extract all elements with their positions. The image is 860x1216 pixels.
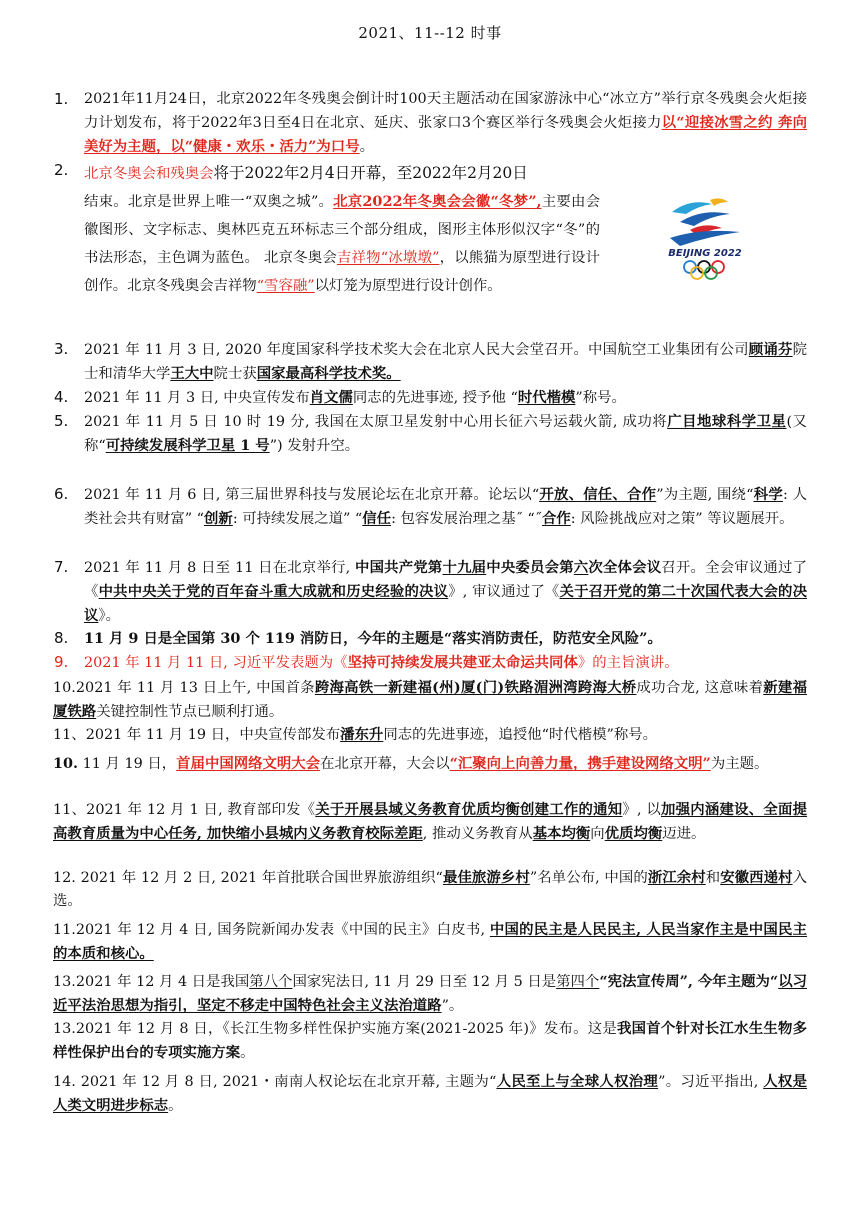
item-highlight: 潘东升 — [340, 726, 384, 743]
item-text: 国家宪法日, 11 月 29 日至 12 月 5 日是 — [292, 974, 557, 990]
item-highlight: 王大中 — [170, 365, 214, 383]
item-text: 2021 年 12 月 8 日，《长江生物多样性保护实施方案(2021-2025 年)》发布。这是 — [75, 1021, 618, 1037]
item-highlight: 浙江余村 — [647, 869, 706, 886]
item-text: 院士获 — [213, 366, 257, 383]
item-highlight: 中国共产党第 — [354, 559, 443, 576]
item-highlight: 国家最高科学技术奖。 — [256, 365, 401, 383]
item-number: 9. — [54, 653, 69, 671]
news-item-17 — [53, 1017, 807, 1065]
item-text: 2021 年 11 月 13 日上午, 中国首条 — [75, 680, 315, 696]
item-number: 11. — [53, 922, 76, 938]
item-text: 和 — [705, 870, 721, 886]
item-highlight: 可持续发展科学卫星 1 号 — [105, 437, 270, 455]
item-highlight: 关于召开党的第二十次国代表大会的决议 — [84, 583, 807, 625]
item-text: ”。 — [441, 998, 464, 1015]
item-number: 8. — [54, 629, 69, 647]
item-text: 2021 年 12 月 2 日, 2021 年首批联合国世界旅游组织“ — [80, 870, 443, 886]
item-text: : 风险挑战应对之策” 等议题展开。 — [570, 511, 794, 528]
item-text: 2021年11月24日，北京2022年冬残奥会倒计时100天主题活动在国家游泳中心“冰立方”举行京冬残奥会火炬接力计划发布，将于2022年3日至4日在北京、延庆、张家口3个赛区举行冬残奥会火炬接力 — [84, 91, 807, 132]
item-number: 11、 — [53, 727, 86, 743]
item-highlight: 六 — [573, 559, 589, 576]
item-highlight: 信任 — [362, 510, 392, 528]
item-highlight: 人民至上与全球人权治理 — [496, 1073, 659, 1090]
item-highlight: 顾诵芬 — [748, 341, 793, 358]
item-highlight: 时代楷模 — [517, 389, 576, 406]
item-highlight: 广目地球科学卫星 — [667, 413, 787, 430]
beijing-2022-emblem-icon — [650, 192, 760, 280]
news-item-2 — [55, 159, 600, 300]
item-highlight: 基本均衡 — [532, 825, 591, 843]
item-highlight: 关于开展县域义务教育优质均衡创建工作的通知 — [315, 801, 623, 818]
news-item-1 — [55, 88, 807, 160]
item-number: 13. — [53, 1021, 76, 1037]
item-highlight: 创新 — [204, 510, 233, 528]
item-highlight: 加强内涵建设、全面提高教育质量为中心任务, 加快缩小县城内义务教育校际差距 — [53, 801, 807, 843]
item-highlight: 吉祥物“冰墩墩” — [336, 250, 440, 266]
item-highlight: 人权是人类文明进步标志 — [53, 1073, 807, 1115]
item-text: 在北京开幕，大会以 — [320, 756, 450, 772]
item-text: 2021 年 11 月 3 日, 2020 年度国家科学技术奖大会在北京人民大会堂召开。中国航空工业集团有公司 — [84, 342, 749, 358]
item-number: 4. — [54, 388, 69, 406]
item-number: 11、 — [53, 802, 87, 818]
news-item-10 — [53, 676, 807, 724]
item-highlight: 第八个 — [249, 974, 293, 990]
news-item-8 — [55, 627, 807, 650]
news-item-12 — [53, 752, 807, 776]
item-text: ”名单公布, 中国的 — [529, 870, 648, 886]
item-number: 12. — [53, 870, 76, 886]
item-number: 10. — [53, 755, 79, 772]
item-text: 关键控制性节点已顺利打通。 — [96, 704, 284, 721]
item-text: 2021 年 11 月 6 日, 第三届世界科技与发展论坛在北京开幕。论坛以“ — [84, 487, 540, 503]
item-highlight: 科学 — [753, 486, 783, 503]
svg-text:BEIJING 2022: BEIJING 2022 — [668, 248, 742, 259]
item-text: (又称“ — [84, 414, 807, 455]
item-text: 将于2022年2月4日开幕，至2022年2月20日 — [213, 164, 528, 182]
item-text: 2021 年 11 月 5 日 10 时 19 分, 我国在太原卫星发射中心用长征六号运载火箭, 成功将 — [84, 414, 668, 430]
item-highlight: 中国的民主是人民民主, 人民当家作主是中国民主的本质和核心。 — [53, 921, 807, 963]
item-text: 向 — [590, 826, 605, 843]
item-number: 5. — [54, 412, 69, 430]
item-text: , 推动义务教育从 — [422, 826, 533, 843]
item-text: : 包容发展治理之基˝ “˝ — [391, 511, 542, 528]
item-text: 》, 以 — [622, 802, 661, 818]
item-number: 6. — [54, 485, 69, 503]
news-item-14 — [53, 866, 807, 913]
item-text: 11 月 9 日是全国第 30 个 119 消防日，今年的主题是“落实消防责任，防范安全风险”。 — [84, 630, 662, 647]
news-item-18 — [53, 1070, 807, 1118]
item-text: 以灯笼为原型进行设计创作。 — [314, 278, 502, 294]
item-highlight: “汇聚向上向善力量，携手建设网络文明” — [449, 755, 711, 772]
item-highlight: 以习近平法治思想为指引，坚定不移走中国特色社会主义法治道路 — [53, 973, 807, 1015]
item-number: 13. — [53, 974, 76, 990]
news-item-7 — [55, 556, 807, 629]
item-text: 主要由会徽图形、文字标志、奥林匹克五环标志三个部分组成，图形主体形似汉字“冬”的书法形态，主色调为蓝色。 北京冬奥会 — [84, 194, 600, 266]
item-text: 同志的先进事迹，追授他“时代楷模”称号。 — [383, 727, 658, 743]
item-number: 3. — [54, 340, 69, 358]
item-highlight: 第四个 — [556, 974, 600, 990]
item-highlight: 北京冬奥会和残奥会 — [84, 166, 214, 182]
news-item-11 — [53, 723, 807, 747]
item-text: 2021 年 12 月 8 日, 2021・南南人权论坛在北京开幕, 主题为“ — [80, 1074, 497, 1090]
item-highlight: 中央委员会第 — [486, 559, 574, 576]
item-text: 召开。全会审议通过了《 — [84, 560, 807, 601]
item-text: 入选。 — [53, 870, 807, 910]
item-highlight: 最佳旅游乡村 — [442, 869, 530, 886]
item-text: 院士和清华大学 — [84, 342, 807, 383]
item-text: 2021 年 12 月 4 日是我国 — [75, 974, 250, 990]
item-text: 。 — [359, 139, 374, 156]
item-number: 10. — [53, 680, 76, 696]
item-text: ，以熊猫为原型进行设计创作。北京冬残奥会吉祥物 — [84, 250, 600, 294]
item-text: ”称号。 — [575, 390, 626, 406]
item-highlight: 首届中国网络文明大会 — [176, 755, 321, 772]
item-text: 为主题。 — [710, 756, 769, 772]
item-text: ”为主题, 围绕“ — [656, 487, 754, 503]
item-text: 2021 年 12 月 4 日, 国务院新闻办发表《中国的民主》白皮书, — [75, 922, 490, 938]
item-text: : 人类社会共有财富” “ — [84, 487, 807, 528]
item-highlight: 十九届 — [442, 559, 487, 576]
item-highlight: 次全体会议 — [588, 559, 662, 576]
news-item-13 — [53, 798, 807, 846]
item-text: 结束。北京是世界上唯一“双奥之城”。 — [84, 194, 334, 210]
item-text: 。 — [168, 1098, 183, 1115]
item-text: 2021 年 12 月 1 日, 教育部印发《 — [86, 802, 316, 818]
item-highlight: 北京2022年冬奥会会徽“冬梦”, — [333, 193, 542, 210]
item-text: 2021 年 11 月 11 日, 习近平发表题为《 — [84, 655, 348, 671]
item-text: 》。 — [98, 608, 120, 625]
item-text: 》, 审议通过了《 — [448, 584, 560, 601]
item-highlight: 合作 — [541, 510, 571, 528]
item-highlight: “雪容融” — [256, 278, 315, 294]
news-item-15 — [53, 918, 807, 966]
item-text: ”。习近平指出, — [658, 1074, 764, 1090]
news-item-5 — [55, 410, 807, 458]
item-text: 迈进。 — [662, 826, 706, 843]
item-text: ”) 发射升空。 — [269, 438, 360, 455]
item-text: 11 月 19 日， — [82, 756, 177, 772]
item-text: 2021 年 11 月 19 日，中央宣传部发布 — [85, 727, 341, 743]
item-text: 2021 年 11 月 8 日至 11 日在北京举行, — [84, 560, 355, 576]
item-text: 2021 年 11 月 3 日, 中央宣传发布 — [84, 390, 310, 406]
news-item-4 — [55, 386, 807, 410]
item-highlight: 肖文儒 — [309, 389, 353, 406]
item-number: 1. — [54, 90, 69, 108]
news-item-16 — [53, 970, 807, 1018]
item-highlight: 中共中央关于党的百年奋斗重大成就和历史经验的决议 — [98, 583, 449, 601]
item-highlight: 跨海高铁一新建福(州)厦(门)铁路湄洲湾跨海大桥 — [314, 679, 637, 696]
item-highlight: 安徽西递村 — [720, 869, 793, 886]
item-number: 7. — [54, 558, 69, 576]
news-item-9 — [55, 651, 807, 675]
item-highlight: 我国首个针对长江水生生物多样性保护出台的专项实施方案 — [53, 1020, 807, 1062]
item-text: 。 — [240, 1045, 255, 1062]
item-number: 14. — [53, 1074, 76, 1090]
item-number: 2. — [54, 161, 69, 179]
item-highlight: 以“迎接冰雪之约 奔向美好为主题，以“健康・欢乐・活力”为口号 — [84, 114, 807, 156]
item-highlight: 优质均衡 — [604, 825, 663, 843]
news-item-3 — [55, 338, 807, 386]
item-text: : 可持续发展之道” “ — [232, 511, 363, 528]
item-text: 同志的先进事迹, 授予他 “ — [352, 390, 518, 406]
item-text: 》的主旨演讲。 — [577, 655, 679, 671]
item-highlight: 新建福厦铁路 — [53, 679, 807, 721]
news-item-6 — [55, 483, 807, 531]
page-title: 2021、11--12 时事 — [358, 24, 502, 42]
item-text: “宪法宣传周”, 今年主题为“ — [599, 973, 779, 990]
item-highlight: 坚持可持续发展共建亚太命运共同体 — [347, 654, 578, 671]
item-highlight: 开放、信任、合作 — [539, 486, 657, 503]
item-text: 成功合龙, 这意味着 — [636, 680, 764, 696]
